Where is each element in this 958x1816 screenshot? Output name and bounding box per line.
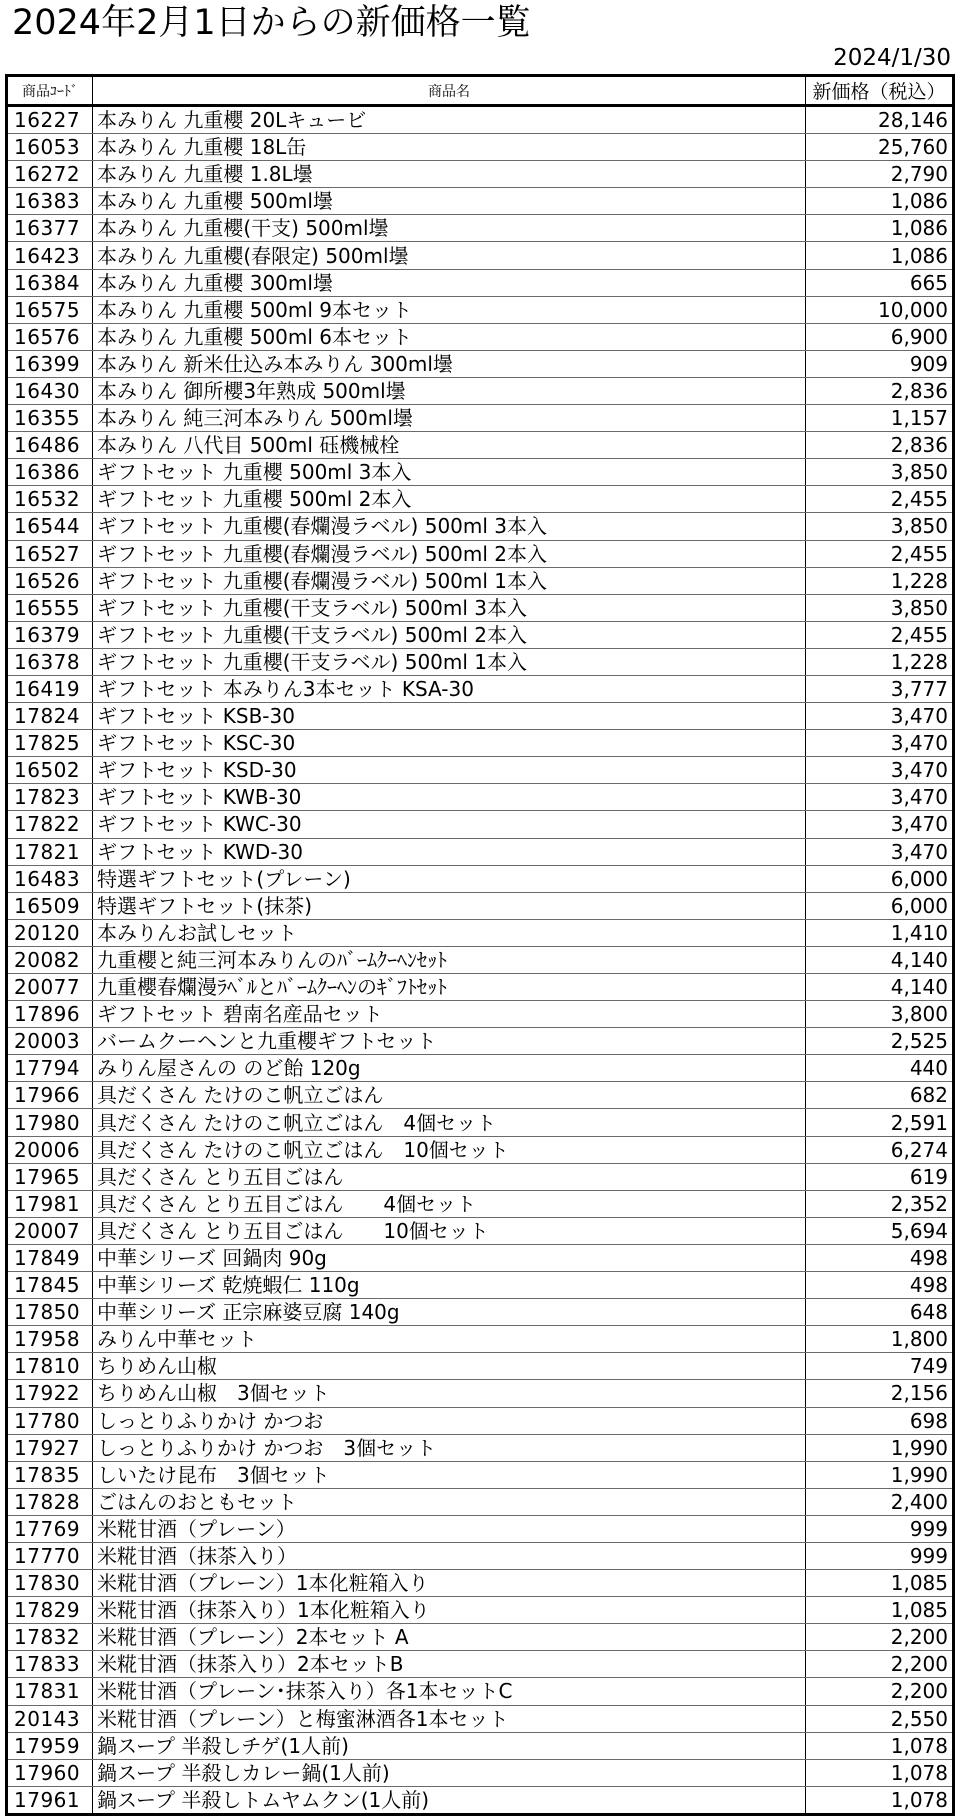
product-price: 3,470 [806, 757, 954, 784]
product-code: 17966 [7, 1082, 93, 1109]
table-row [7, 621, 954, 648]
product-price: 3,850 [806, 594, 954, 621]
header-code: 商品ｺｰﾄﾞ [7, 76, 93, 106]
product-price: 2,836 [806, 377, 954, 404]
product-code: 17958 [7, 1326, 93, 1353]
product-name: 具だくさん とり五目ごはん 4個セット [93, 1190, 806, 1217]
product-code: 17829 [7, 1597, 93, 1624]
product-name: 鍋スープ 半殺しトムヤムクン(1人前) [93, 1786, 806, 1814]
product-name: 具だくさん たけのこ帆立ごはん [93, 1082, 806, 1109]
table-row [7, 1272, 954, 1299]
table-row [7, 1786, 954, 1814]
product-name: 本みりん 九重櫻 18L缶 [93, 134, 806, 161]
table-row [7, 567, 954, 594]
table-row [7, 1488, 954, 1515]
table-row [7, 1136, 954, 1163]
product-code: 16430 [7, 377, 93, 404]
product-name: 本みりん 九重櫻(干支) 500ml壜 [93, 215, 806, 242]
document-date: 2024/1/30 [833, 45, 951, 71]
product-name: ギフトセット 本みりん3本セット KSA-30 [93, 675, 806, 702]
product-price: 2,836 [806, 432, 954, 459]
product-code: 16377 [7, 215, 93, 242]
table-row [7, 1001, 954, 1028]
product-code: 16419 [7, 675, 93, 702]
product-name: しっとりふりかけ かつお [93, 1407, 806, 1434]
table-row [7, 486, 954, 513]
product-code: 16544 [7, 513, 93, 540]
product-code: 17830 [7, 1570, 93, 1597]
product-code: 16575 [7, 296, 93, 323]
product-name: ギフトセット 九重櫻(春爛漫ラベル) 500ml 3本入 [93, 513, 806, 540]
header-name: 商品名 [93, 76, 806, 106]
product-code: 17850 [7, 1299, 93, 1326]
product-price: 665 [806, 269, 954, 296]
table-row [7, 1515, 954, 1542]
product-name: 特選ギフトセット(抹茶) [93, 892, 806, 919]
product-price: 2,455 [806, 621, 954, 648]
product-code: 20120 [7, 919, 93, 946]
product-code: 17835 [7, 1461, 93, 1488]
product-name: 本みりん 九重櫻 20Lキュービ [93, 106, 806, 134]
table-row [7, 730, 954, 757]
product-name: ギフトセット 九重櫻(春爛漫ラベル) 500ml 1本入 [93, 567, 806, 594]
table-row [7, 1028, 954, 1055]
table-row [7, 1082, 954, 1109]
product-price: 2,156 [806, 1380, 954, 1407]
table-row [7, 296, 954, 323]
product-price: 498 [806, 1272, 954, 1299]
product-price: 999 [806, 1515, 954, 1542]
product-price: 3,850 [806, 513, 954, 540]
table-row [7, 1678, 954, 1705]
product-code: 17780 [7, 1407, 93, 1434]
product-price: 648 [806, 1299, 954, 1326]
product-code: 16386 [7, 459, 93, 486]
product-name: 九重櫻と純三河本みりんのﾊﾞｰﾑｸｰﾍﾝｾｯﾄ [93, 946, 806, 973]
table-row [7, 1597, 954, 1624]
product-name: ギフトセット KSB-30 [93, 703, 806, 730]
product-price: 1,157 [806, 405, 954, 432]
product-price: 6,000 [806, 865, 954, 892]
product-name: ギフトセット KSD-30 [93, 757, 806, 784]
product-price: 28,146 [806, 106, 954, 134]
product-name: ごはんのおともセット [93, 1488, 806, 1515]
product-code: 16053 [7, 134, 93, 161]
table-row [7, 459, 954, 486]
product-price: 2,550 [806, 1705, 954, 1732]
table-row [7, 1461, 954, 1488]
table-row [7, 1109, 954, 1136]
product-name: 米糀甘酒（プレーン･抹茶入り）各1本セットC [93, 1678, 806, 1705]
product-code: 16576 [7, 323, 93, 350]
table-row [7, 675, 954, 702]
product-name: 具だくさん たけのこ帆立ごはん 10個セット [93, 1136, 806, 1163]
product-price: 3,470 [806, 811, 954, 838]
product-name: 本みりん 新米仕込み本みりん 300ml壜 [93, 350, 806, 377]
table-row [7, 1055, 954, 1082]
product-name: 米糀甘酒（プレーン） [93, 1515, 806, 1542]
product-name: 本みりん 純三河本みりん 500ml壜 [93, 405, 806, 432]
table-row [7, 1624, 954, 1651]
table-row [7, 377, 954, 404]
product-code: 17832 [7, 1624, 93, 1651]
product-name: 米糀甘酒（プレーン）1本化粧箱入り [93, 1570, 806, 1597]
table-row [7, 1190, 954, 1217]
product-price: 2,352 [806, 1190, 954, 1217]
product-name: 特選ギフトセット(プレーン) [93, 865, 806, 892]
product-name: 具だくさん とり五目ごはん 10個セット [93, 1217, 806, 1244]
product-name: 米糀甘酒（抹茶入り） [93, 1542, 806, 1569]
product-name: 具だくさん とり五目ごはん [93, 1163, 806, 1190]
product-name: バームクーヘンと九重櫻ギフトセット [93, 1028, 806, 1055]
product-price: 6,000 [806, 892, 954, 919]
product-code: 17831 [7, 1678, 93, 1705]
product-price: 1,078 [806, 1732, 954, 1759]
product-price: 3,777 [806, 675, 954, 702]
table-body [7, 106, 954, 1815]
product-code: 17822 [7, 811, 93, 838]
product-code: 20143 [7, 1705, 93, 1732]
product-code: 17981 [7, 1190, 93, 1217]
product-price: 1,410 [806, 919, 954, 946]
table-row [7, 1326, 954, 1353]
product-name: 本みりん 御所櫻3年熟成 500ml壜 [93, 377, 806, 404]
product-price: 1,086 [806, 242, 954, 269]
table-row [7, 1353, 954, 1380]
product-name: みりん中華セット [93, 1326, 806, 1353]
product-price: 6,900 [806, 323, 954, 350]
product-price: 1,086 [806, 215, 954, 242]
product-code: 16272 [7, 161, 93, 188]
product-code: 17794 [7, 1055, 93, 1082]
table-row [7, 269, 954, 296]
product-code: 17845 [7, 1272, 93, 1299]
product-code: 16399 [7, 350, 93, 377]
product-name: 米糀甘酒（プレーン）と梅蜜淋酒各1本セット [93, 1705, 806, 1732]
product-name: 本みりん 九重櫻 500ml 6本セット [93, 323, 806, 350]
table-row [7, 161, 954, 188]
product-code: 16486 [7, 432, 93, 459]
product-price: 698 [806, 1407, 954, 1434]
product-price: 1,085 [806, 1597, 954, 1624]
product-price: 1,990 [806, 1434, 954, 1461]
product-code: 20077 [7, 974, 93, 1001]
table-row [7, 432, 954, 459]
table-row [7, 134, 954, 161]
table-row [7, 892, 954, 919]
product-price: 4,140 [806, 974, 954, 1001]
product-code: 17823 [7, 784, 93, 811]
product-price: 1,086 [806, 188, 954, 215]
table-row [7, 784, 954, 811]
price-table [5, 74, 955, 1816]
product-price: 2,400 [806, 1488, 954, 1515]
product-price: 909 [806, 350, 954, 377]
table-row [7, 1217, 954, 1244]
product-code: 20082 [7, 946, 93, 973]
product-code: 16379 [7, 621, 93, 648]
product-code: 17965 [7, 1163, 93, 1190]
product-name: 米糀甘酒（抹茶入り）1本化粧箱入り [93, 1597, 806, 1624]
table-row [7, 1434, 954, 1461]
product-code: 16502 [7, 757, 93, 784]
table-row [7, 1570, 954, 1597]
product-code: 17959 [7, 1732, 93, 1759]
product-code: 16483 [7, 865, 93, 892]
table-row [7, 838, 954, 865]
product-price: 2,455 [806, 486, 954, 513]
table-row [7, 323, 954, 350]
table-row [7, 242, 954, 269]
product-name: ギフトセット KWC-30 [93, 811, 806, 838]
table-row [7, 865, 954, 892]
product-name: ちりめん山椒 [93, 1353, 806, 1380]
product-name: ギフトセット 九重櫻(春爛漫ラベル) 500ml 2本入 [93, 540, 806, 567]
product-name: ギフトセット KWB-30 [93, 784, 806, 811]
product-name: ギフトセット 碧南名産品セット [93, 1001, 806, 1028]
product-price: 619 [806, 1163, 954, 1190]
product-name: 中華シリーズ 乾焼蝦仁 110g [93, 1272, 806, 1299]
page-title: 2024年2月1日からの新価格一覧 [12, 3, 531, 43]
table-row [7, 215, 954, 242]
product-price: 1,228 [806, 648, 954, 675]
product-code: 20006 [7, 1136, 93, 1163]
product-code: 16526 [7, 567, 93, 594]
product-price: 6,274 [806, 1136, 954, 1163]
product-price: 3,470 [806, 703, 954, 730]
table-row [7, 1407, 954, 1434]
product-price: 1,800 [806, 1326, 954, 1353]
table-row [7, 594, 954, 621]
table-row [7, 1651, 954, 1678]
product-price: 440 [806, 1055, 954, 1082]
product-price: 999 [806, 1542, 954, 1569]
product-code: 16527 [7, 540, 93, 567]
product-code: 17927 [7, 1434, 93, 1461]
product-name: ギフトセット KSC-30 [93, 730, 806, 757]
table-row [7, 1380, 954, 1407]
product-name: ギフトセット 九重櫻 500ml 2本入 [93, 486, 806, 513]
product-name: 具だくさん たけのこ帆立ごはん 4個セット [93, 1109, 806, 1136]
product-price: 2,200 [806, 1624, 954, 1651]
product-code: 16423 [7, 242, 93, 269]
product-code: 16227 [7, 106, 93, 134]
table-row [7, 1244, 954, 1271]
table-row [7, 106, 954, 134]
table-row [7, 540, 954, 567]
product-name: 本みりん 九重櫻(春限定) 500ml壜 [93, 242, 806, 269]
product-name: 中華シリーズ 回鍋肉 90g [93, 1244, 806, 1271]
table-row [7, 188, 954, 215]
product-name: 米糀甘酒（プレーン）2本セット A [93, 1624, 806, 1651]
product-price: 1,078 [806, 1759, 954, 1786]
product-code: 16555 [7, 594, 93, 621]
table-row [7, 513, 954, 540]
table-row [7, 1705, 954, 1732]
product-code: 16509 [7, 892, 93, 919]
product-price: 749 [806, 1353, 954, 1380]
product-name: 本みりん 九重櫻 500ml壜 [93, 188, 806, 215]
product-code: 16384 [7, 269, 93, 296]
product-price: 4,140 [806, 946, 954, 973]
product-price: 3,800 [806, 1001, 954, 1028]
product-name: 本みりんお試しセット [93, 919, 806, 946]
product-price: 3,470 [806, 784, 954, 811]
product-name: みりん屋さんの のど飴 120g [93, 1055, 806, 1082]
product-code: 17960 [7, 1759, 93, 1786]
product-name: 鍋スープ 半殺しカレー鍋(1人前) [93, 1759, 806, 1786]
product-price: 2,200 [806, 1678, 954, 1705]
product-price: 2,455 [806, 540, 954, 567]
table-row [7, 1299, 954, 1326]
table-row [7, 1163, 954, 1190]
product-price: 2,591 [806, 1109, 954, 1136]
product-code: 17825 [7, 730, 93, 757]
product-price: 682 [806, 1082, 954, 1109]
product-code: 17833 [7, 1651, 93, 1678]
product-price: 2,790 [806, 161, 954, 188]
product-price: 1,085 [806, 1570, 954, 1597]
product-name: ギフトセット 九重櫻 500ml 3本入 [93, 459, 806, 486]
product-code: 20007 [7, 1217, 93, 1244]
product-price: 1,078 [806, 1786, 954, 1814]
product-name: ギフトセット KWD-30 [93, 838, 806, 865]
product-code: 17821 [7, 838, 93, 865]
product-code: 16378 [7, 648, 93, 675]
product-name: しっとりふりかけ かつお 3個セット [93, 1434, 806, 1461]
table-row [7, 946, 954, 973]
table-row [7, 405, 954, 432]
product-code: 17824 [7, 703, 93, 730]
product-name: 本みりん 九重櫻 300ml壜 [93, 269, 806, 296]
product-code: 17980 [7, 1109, 93, 1136]
table-header-row [7, 76, 954, 106]
product-code: 16355 [7, 405, 93, 432]
product-code: 17828 [7, 1488, 93, 1515]
table-row [7, 811, 954, 838]
table-row [7, 757, 954, 784]
product-price: 1,228 [806, 567, 954, 594]
table-row [7, 1759, 954, 1786]
product-name: 本みりん 九重櫻 1.8L壜 [93, 161, 806, 188]
product-price: 498 [806, 1244, 954, 1271]
product-name: ギフトセット 九重櫻(干支ラベル) 500ml 2本入 [93, 621, 806, 648]
product-code: 17922 [7, 1380, 93, 1407]
product-code: 17961 [7, 1786, 93, 1814]
product-name: 九重櫻春爛漫ﾗﾍﾞﾙとﾊﾞｰﾑｸｰﾍﾝのｷﾞﾌﾄｾｯﾄ [93, 974, 806, 1001]
product-name: 本みりん 八代目 500ml 砡機械栓 [93, 432, 806, 459]
table-row [7, 1542, 954, 1569]
product-name: ギフトセット 九重櫻(干支ラベル) 500ml 3本入 [93, 594, 806, 621]
product-code: 20003 [7, 1028, 93, 1055]
product-name: 米糀甘酒（抹茶入り）2本セットB [93, 1651, 806, 1678]
product-code: 17896 [7, 1001, 93, 1028]
product-name: 中華シリーズ 正宗麻婆豆腐 140g [93, 1299, 806, 1326]
product-price: 2,200 [806, 1651, 954, 1678]
product-code: 16383 [7, 188, 93, 215]
product-price: 3,470 [806, 838, 954, 865]
product-price: 3,470 [806, 730, 954, 757]
product-name: ギフトセット 九重櫻(干支ラベル) 500ml 1本入 [93, 648, 806, 675]
table-row [7, 703, 954, 730]
table-row [7, 350, 954, 377]
table-row [7, 1732, 954, 1759]
product-name: 鍋スープ 半殺しチゲ(1人前) [93, 1732, 806, 1759]
product-code: 17770 [7, 1542, 93, 1569]
product-name: ちりめん山椒 3個セット [93, 1380, 806, 1407]
product-price: 1,990 [806, 1461, 954, 1488]
product-code: 17769 [7, 1515, 93, 1542]
header-price: 新価格（税込） [806, 76, 954, 106]
product-price: 25,760 [806, 134, 954, 161]
product-name: しいたけ昆布 3個セット [93, 1461, 806, 1488]
table-row [7, 648, 954, 675]
table-row [7, 974, 954, 1001]
product-price: 10,000 [806, 296, 954, 323]
product-price: 2,525 [806, 1028, 954, 1055]
product-price: 3,850 [806, 459, 954, 486]
product-code: 17849 [7, 1244, 93, 1271]
table-row [7, 919, 954, 946]
product-name: 本みりん 九重櫻 500ml 9本セット [93, 296, 806, 323]
product-price: 5,694 [806, 1217, 954, 1244]
product-code: 16532 [7, 486, 93, 513]
product-code: 17810 [7, 1353, 93, 1380]
